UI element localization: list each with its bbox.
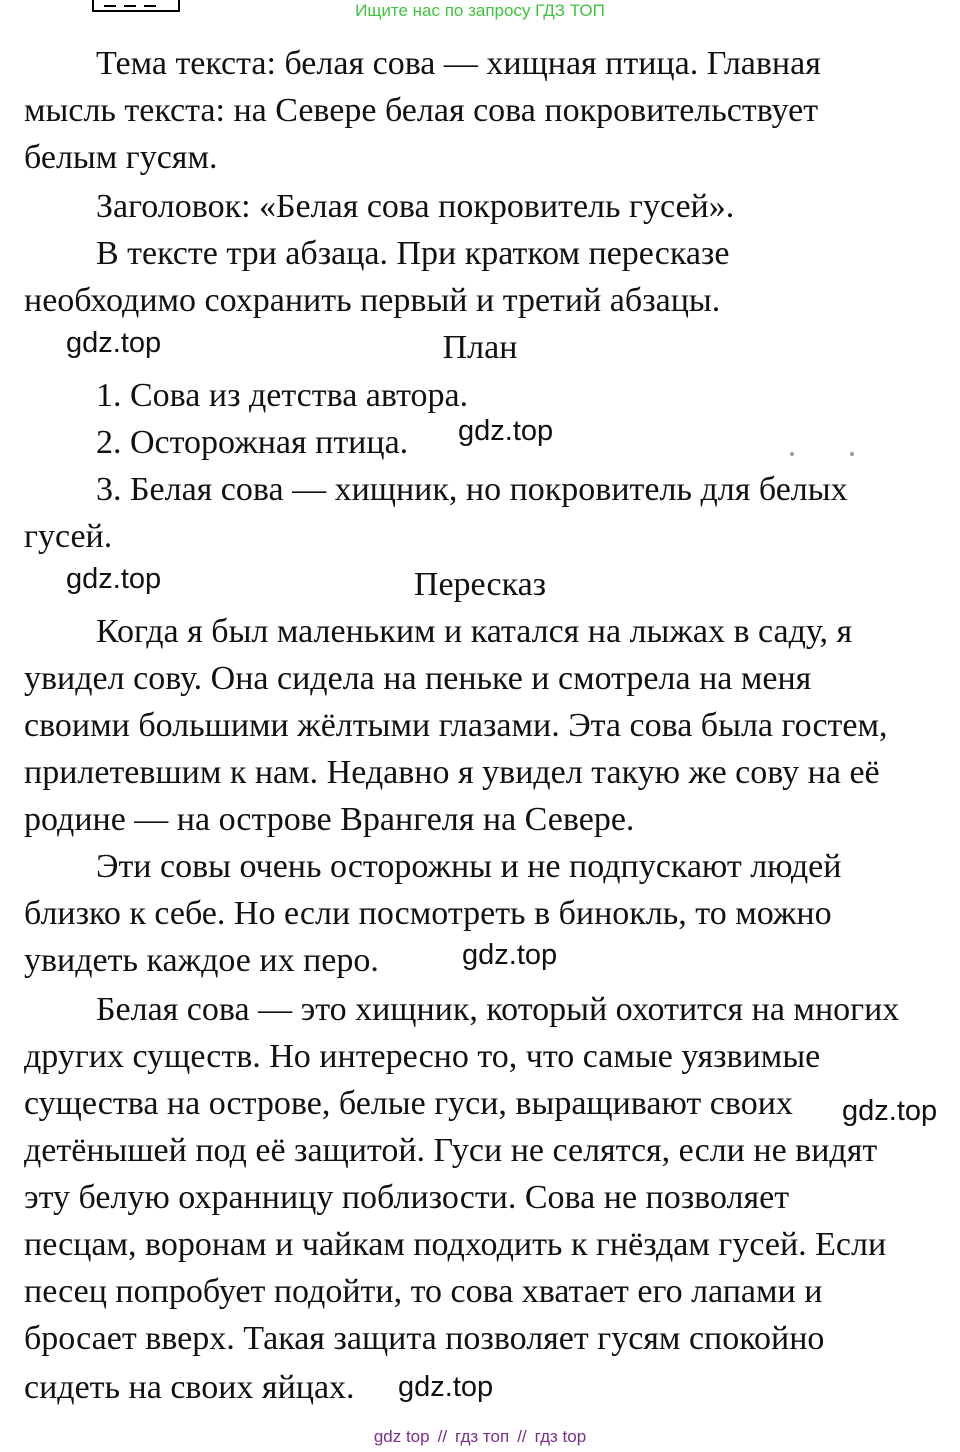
watermark: gdz.top	[462, 939, 558, 971]
footer-links	[0, 1426, 960, 1448]
plan-item: гусей.	[24, 518, 113, 555]
watermark: gdz.top	[66, 327, 162, 359]
watermark: gdz.top	[66, 563, 162, 595]
text-line: близко к себе. Но если посмотреть в бинокль, то можно	[24, 895, 832, 932]
text-line: увидел сову. Она сидела на пеньке и смотрела на меня	[24, 660, 812, 697]
text-line: существа на острове, белые гуси, выращивают своих	[24, 1085, 793, 1122]
watermark: gdz.top	[458, 415, 554, 447]
footer-separator: //	[437, 1427, 448, 1446]
text-line: эту белую охранницу поблизости. Сова не позволяет	[24, 1179, 790, 1216]
text-line: увидеть каждое их перо.	[24, 942, 379, 979]
text-line: белым гусям.	[24, 139, 218, 176]
plan-item: 1. Сова из детства автора.	[96, 377, 469, 414]
text-line: детёнышей под её защитой. Гуси не селятся, если не видят	[24, 1132, 878, 1169]
search-banner: Ищите нас по запросу ГДЗ ТОП	[355, 1, 605, 20]
text-line: Белая сова — это хищник, который охотится на многих	[96, 991, 900, 1028]
cropped-task-number-box	[92, 0, 180, 12]
text-line: Когда я был маленьким и катался на лыжах в саду, я	[96, 613, 853, 650]
retelling-heading: Пересказ	[413, 566, 547, 603]
text-line: сидеть на своих яйцах.	[24, 1369, 355, 1406]
text-line: Тема текста: белая сова — хищная птица. Главная	[96, 45, 821, 82]
text-line: В тексте три абзаца. При кратком пересказе	[96, 235, 730, 272]
plan-item: 3. Белая сова — хищник, но покровитель для белых	[96, 471, 848, 508]
text-line: песцам, воронам и чайкам подходить к гнёздам гусей. Если	[24, 1226, 887, 1263]
text-line: родине — на острове Врангеля на Севере.	[24, 801, 635, 838]
text-line: песец попробует подойти, то сова хватает его лапами и	[24, 1273, 823, 1310]
text-line: мысль текста: на Севере белая сова покровительствует	[24, 92, 819, 129]
footer-link-gdz-top-mixed[interactable]: гдз top	[534, 1427, 587, 1446]
text-line: своими большими жёлтыми глазами. Эта сова была гостем,	[24, 707, 888, 744]
footer-link-gdz-top[interactable]: gdz top	[373, 1427, 430, 1446]
watermark: gdz.top	[842, 1095, 938, 1127]
watermark: gdz.top	[398, 1371, 494, 1403]
text-line: других существ. Но интересно то, что самые уязвимые	[24, 1038, 821, 1075]
text-line: бросает вверх. Такая защита позволяет гусям спокойно	[24, 1320, 825, 1357]
scan-speck	[790, 452, 794, 456]
text-line: необходимо сохранить первый и третий абзацы.	[24, 282, 721, 319]
scan-speck	[850, 452, 854, 456]
text-line: Заголовок: «Белая сова покровитель гусей».	[96, 188, 735, 225]
footer-link-gdz-top-cyrillic[interactable]: гдз топ	[455, 1427, 510, 1446]
footer-separator: //	[517, 1427, 527, 1446]
plan-item: 2. Осторожная птица.	[96, 424, 409, 461]
plan-heading: План	[442, 329, 518, 366]
text-line: Эти совы очень осторожны и не подпускают людей	[96, 848, 842, 885]
text-line: прилетевшим к нам. Недавно я увидел такую же сову на её	[24, 754, 880, 791]
